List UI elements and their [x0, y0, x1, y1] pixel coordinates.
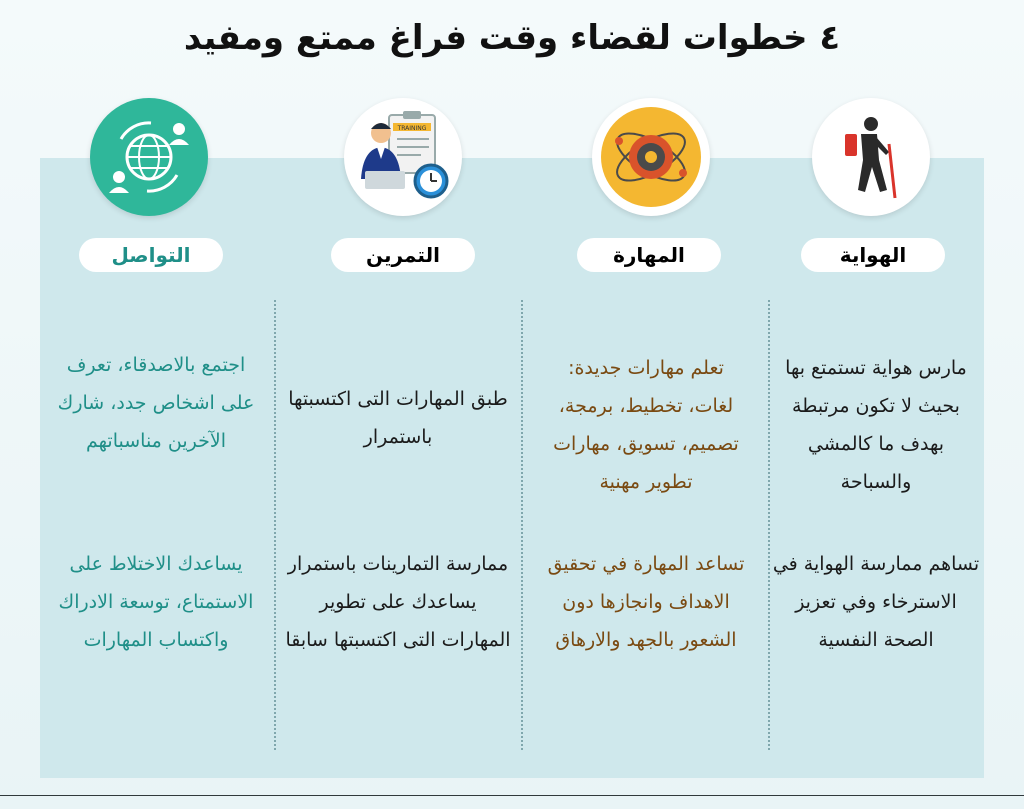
skill-icon-circle: [592, 98, 710, 216]
hiker-icon: [831, 112, 911, 202]
hobby-text-secondary: تساهم ممارسة الهواية في الاسترخاء وفي تعزيز الصحة النفسية: [772, 553, 980, 651]
hobby-text-primary: مارس هواية تستمتع بها بحيث لا تكون مرتبطة بهدف ما كالمشي والسباحة: [785, 357, 967, 493]
skill-text-primary: تعلم مهارات جديدة: لغات، تخطيط، برمجة، تصميم، تسويق، مهارات تطوير مهنية: [553, 357, 739, 493]
training-caption: TRAINING: [397, 125, 427, 132]
training-text-secondary: ممارسة التمارينات باستمرار يساعدك على تطوير المهارات التى اكتسبتها سابقا: [285, 553, 511, 651]
column-label-training: التمرين: [331, 238, 475, 272]
communication-icon-circle: [90, 98, 208, 216]
column-label-skill: المهارة: [577, 238, 721, 272]
gear-atom-icon: [599, 105, 703, 209]
communication-text-primary: اجتمع بالاصدقاء، تعرف على اشخاص جدد، شارك الآخرين مناسباتهم: [57, 354, 255, 452]
communication-text-secondary: يساعدك الاختلاط على الاستمتاع، توسعة الادراك واكتساب المهارات: [58, 553, 254, 651]
training-icon-circle: [344, 98, 462, 216]
page-title: ٤ خطوات لقضاء وقت فراغ ممتع ومفيد: [183, 18, 841, 58]
bottom-rule: [0, 795, 1024, 796]
training-text-primary: طبق المهارات التى اكتسبتها باستمرار: [288, 388, 508, 448]
global-network-icon: [101, 109, 197, 205]
column-label-communication: التواصل: [79, 238, 223, 272]
training-icon: [351, 107, 455, 207]
hobby-icon-circle: [812, 98, 930, 216]
column-divider: [274, 300, 276, 750]
column-label-hobby: الهواية: [801, 238, 945, 272]
column-divider: [521, 300, 523, 750]
skill-text-secondary: تساعد المهارة في تحقيق الاهداف وانجازها دون الشعور بالجهد والارهاق: [547, 553, 745, 651]
